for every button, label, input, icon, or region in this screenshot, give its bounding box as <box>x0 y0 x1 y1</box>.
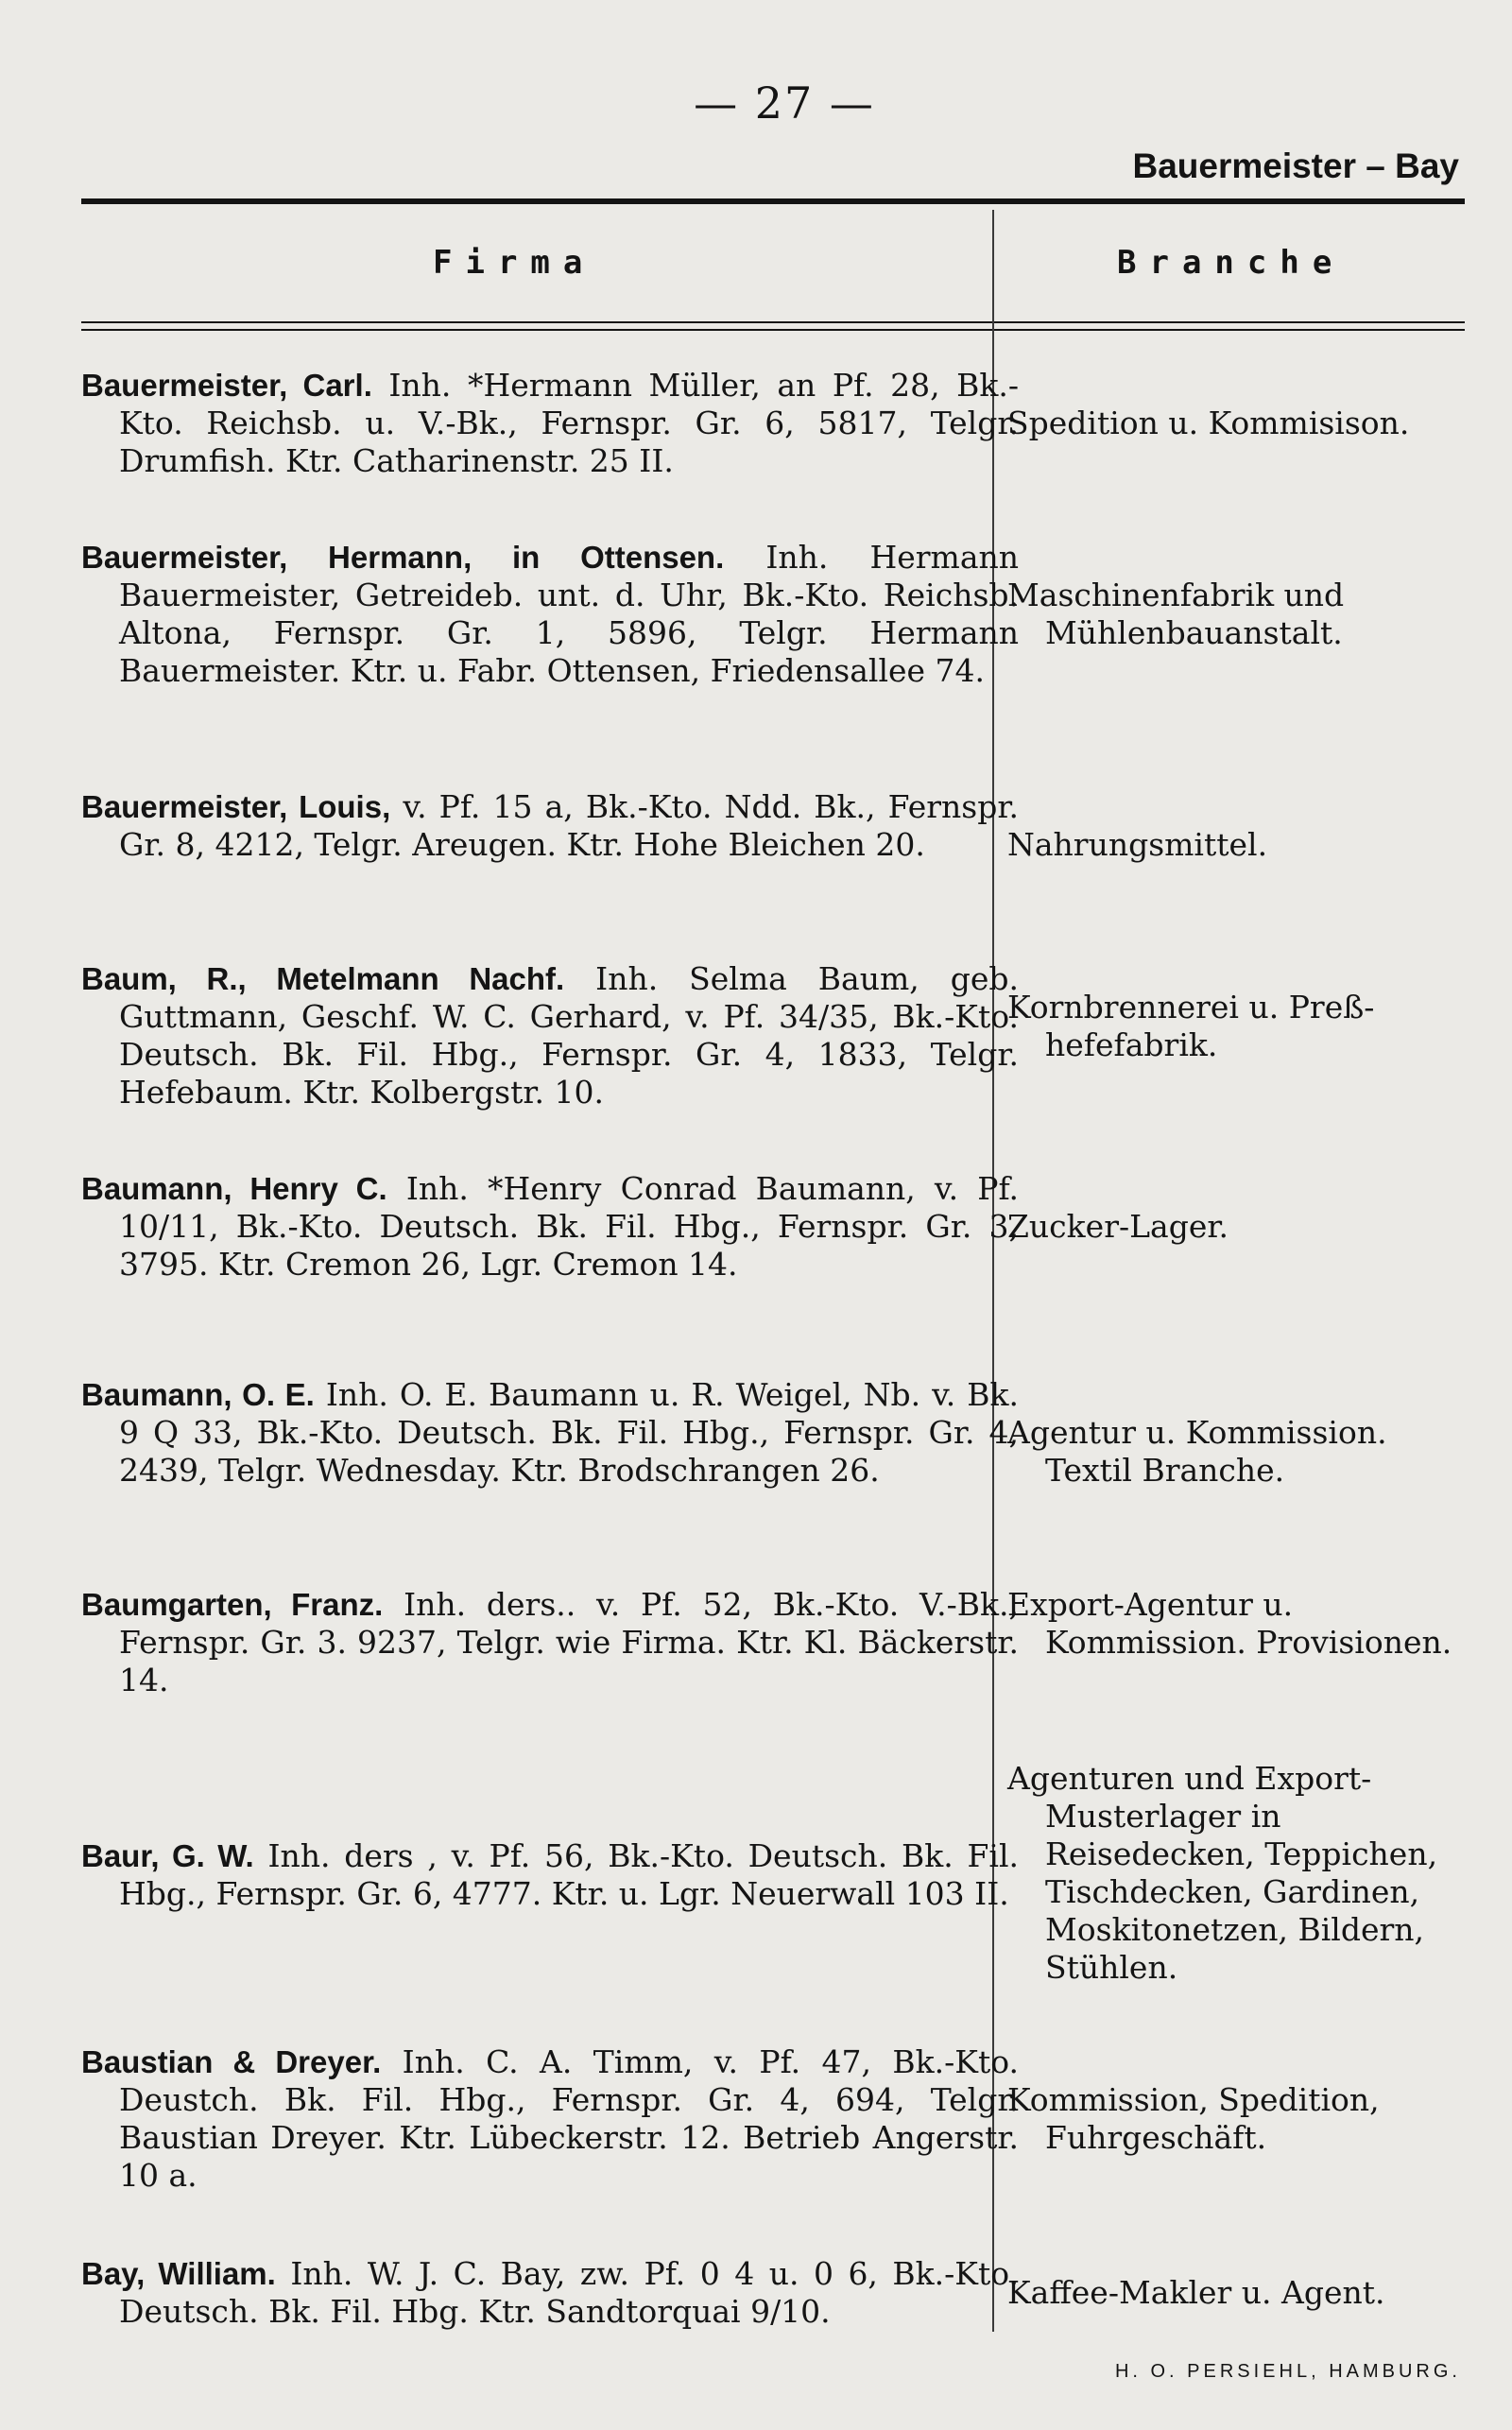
header-double-rule <box>81 321 1465 331</box>
entry-firma <box>81 2043 1019 2195</box>
column-header-branche: Branche <box>1117 244 1346 282</box>
entry-branche: Agenturen und Export-Musterlager in Reisedecken, Teppichen, Tischdecken, Gardinen, Moskitonetzen, Bildern, Stühlen. <box>1007 1760 1438 1986</box>
entry-details: Inh. ders , v. Pf. 56, Bk.-Kto. Deutsch. Bk. Fil. Hbg., Fernspr. Gr. 6, 4777. Ktr. u. Lgr. Neuerwall 103 II. <box>119 1837 1019 1912</box>
entry-details: Inh. Selma Baum, geb. Guttmann, Geschf. W. C. Gerhard, v. Pf. 34/35, Bk.-Kto. Deutsch. Bk. Fil. Hbg., Fernspr. Gr. 4, 1833, Telgr. Hefebaum. Ktr. Kolbergstr. 10. <box>119 960 1019 1111</box>
running-head: Bauermeister – Bay <box>1132 146 1459 185</box>
entry-name: Bay, William. <box>81 2256 276 2291</box>
entry-details: v. Pf. 15 a, Bk.-Kto. Ndd. Bk., Fernspr. Gr. 8, 4212, Telgr. Areugen. Ktr. Hohe Bleichen 20. <box>119 788 1019 863</box>
entry-firma <box>81 1837 1019 1913</box>
entry-firma <box>81 367 1019 480</box>
entry-branche: Agentur u. Kommission. Textil Branche. <box>1007 1414 1387 1489</box>
entry-branche: Nahrungsmittel. <box>1007 826 1268 863</box>
entry-firma <box>81 960 1019 1112</box>
entry-name: Baum, R., Metelmann Nachf. <box>81 961 565 996</box>
entry-branche: Kommission, Spedition, Fuhrgeschäft. <box>1007 2081 1380 2156</box>
entry-branche: Zucker-Lager. <box>1007 1208 1228 1245</box>
entry-branche: Maschinenfabrik und Mühlenbauanstalt. <box>1007 577 1345 651</box>
entry-details: Inh. ders.. v. Pf. 52, Bk.-Kto. V.-Bk., Fernspr. Gr. 3. 9237, Telgr. wie Firma. Ktr. Kl. Bäckerstr. 14. <box>119 1586 1019 1698</box>
entry-branche: Kornbrennerei u. Preß-hefefabrik. <box>1007 989 1375 1063</box>
entry-name: Baumann, O. E. <box>81 1377 315 1412</box>
entry-name: Baustian & Dreyer. <box>81 2044 382 2079</box>
entry-firma <box>81 2255 1019 2331</box>
column-header-firma: Firma <box>433 244 596 282</box>
entry-details: Inh. C. A. Timm, v. Pf. 47, Bk.-Kto. Deustch. Bk. Fil. Hbg., Fernspr. Gr. 4, 694, Telgr. Baustian Dreyer. Ktr. Lübeckerstr. 12. Betrieb Angerstr. 10 a. <box>119 2043 1019 2194</box>
printer-imprint: H. O. PERSIEHL, HAMBURG. <box>1114 2361 1461 2382</box>
entry-details: Inh. *Henry Conrad Baumann, v. Pf. 10/11, Bk.-Kto. Deutsch. Bk. Fil. Hbg., Fernspr. Gr. 3, 3795. Ktr. Cremon 26, Lgr. Cremon 14. <box>119 1170 1019 1283</box>
top-rule <box>81 198 1465 204</box>
entry-name: Baur, G. W. <box>81 1838 254 1873</box>
entry-firma <box>81 1376 1019 1490</box>
entry-branche: Export-Agentur u. Kommission. Provisionen. <box>1007 1586 1452 1661</box>
entry-firma <box>81 1170 1019 1284</box>
entry-details: Inh. W. J. C. Bay, zw. Pf. 0 4 u. 0 6, Bk.-Kto. Deutsch. Bk. Fil. Hbg. Ktr. Sandtorquai 9/10. <box>119 2255 1019 2330</box>
entry-name: Baumgarten, Franz. <box>81 1587 384 1622</box>
entry-name: Baumann, Henry C. <box>81 1171 387 1206</box>
entry-branche: Kaffee-Makler u. Agent. <box>1007 2274 1385 2311</box>
entry-details: Inh. O. E. Baumann u. R. Weigel, Nb. v. Bk. 9 Q 33, Bk.-Kto. Deutsch. Bk. Fil. Hbg., Fernspr. Gr. 4, 2439, Telgr. Wednesday. Ktr. Brodschrangen 26. <box>119 1376 1019 1489</box>
entry-firma <box>81 539 1019 690</box>
entry-firma <box>81 788 1019 864</box>
entry-name: Bauermeister, Hermann, in Ottensen. <box>81 540 725 575</box>
page-number: — 27 — <box>694 78 875 129</box>
entry-name: Bauermeister, Louis, <box>81 789 391 824</box>
entry-branche: Spedition u. Kommisison. <box>1007 405 1410 441</box>
entry-name: Bauermeister, Carl. <box>81 368 372 403</box>
entry-details: Inh. Hermann Bauermeister, Getreideb. unt. d. Uhr, Bk.-Kto. Reichsb. Altona, Fernspr. Gr. 1, 5896, Telgr. Hermann Bauermeister. Ktr. u. Fabr. Ottensen, Friedensallee 74. <box>119 539 1020 689</box>
entry-details: Inh. *Hermann Müller, an Pf. 28, Bk.-Kto. Reichsb. u. V.-Bk., Fernspr. Gr. 6, 5817, Telgr. Drumfish. Ktr. Catharinenstr. 25 II. <box>119 367 1019 479</box>
entry-firma <box>81 1586 1019 1699</box>
